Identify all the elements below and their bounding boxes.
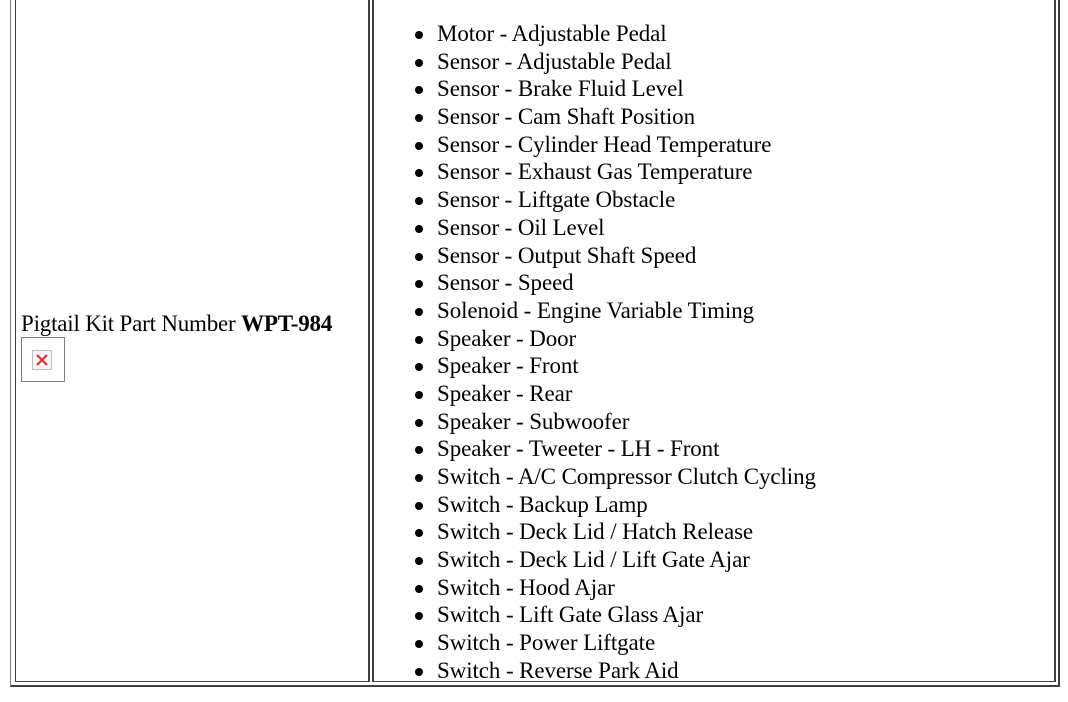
connector-list bbox=[437, 20, 816, 685]
list-item bbox=[437, 269, 816, 297]
list-item bbox=[437, 380, 816, 408]
list-item bbox=[437, 352, 816, 380]
list-item-label: Sensor - Oil Level bbox=[437, 214, 605, 240]
list-item-label: Switch - Hood Ajar bbox=[437, 574, 615, 600]
list-item bbox=[437, 186, 816, 214]
list-item bbox=[437, 601, 816, 629]
list-item bbox=[437, 75, 816, 103]
list-item bbox=[437, 518, 816, 546]
pigtail-kit-label: Pigtail Kit Part Number bbox=[21, 311, 242, 336]
broken-image-icon bbox=[21, 337, 65, 382]
list-item-label: Sensor - Brake Fluid Level bbox=[437, 76, 684, 102]
bullet-icon bbox=[415, 31, 423, 39]
part-number: WPT-984 bbox=[241, 311, 333, 336]
list-item-label: Sensor - Cam Shaft Position bbox=[437, 104, 695, 130]
bullet-icon bbox=[415, 169, 423, 177]
list-item-label: Speaker - Subwoofer bbox=[437, 408, 630, 434]
list-item bbox=[437, 463, 816, 491]
list-item bbox=[437, 408, 816, 436]
bullet-icon bbox=[415, 474, 423, 482]
pigtail-kit-info bbox=[21, 310, 366, 382]
list-item-label: Switch - Reverse Park Aid bbox=[437, 657, 679, 683]
list-item-label: Sensor - Adjustable Pedal bbox=[437, 48, 672, 74]
list-item bbox=[437, 20, 816, 48]
list-item bbox=[437, 491, 816, 519]
list-item bbox=[437, 629, 816, 657]
list-item-label: Switch - Backup Lamp bbox=[437, 491, 648, 517]
bullet-icon bbox=[415, 612, 423, 620]
list-item bbox=[437, 103, 816, 131]
list-item-label: Sensor - Liftgate Obstacle bbox=[437, 187, 676, 213]
bullet-icon bbox=[415, 86, 423, 94]
list-item-label: Sensor - Cylinder Head Temperature bbox=[437, 131, 772, 157]
pigtail-kit-heading bbox=[21, 310, 366, 337]
pigtail-kit-cell bbox=[15, 0, 370, 682]
list-item-label: Speaker - Front bbox=[437, 353, 579, 379]
list-item bbox=[437, 297, 816, 325]
list-item-label: Switch - Power Liftgate bbox=[437, 630, 656, 656]
list-item-label: Speaker - Door bbox=[437, 325, 577, 351]
bullet-icon bbox=[415, 640, 423, 648]
list-item-label: Sensor - Output Shaft Speed bbox=[437, 242, 697, 268]
list-item bbox=[437, 435, 816, 463]
list-item-label: Switch - Deck Lid / Hatch Release bbox=[437, 519, 754, 545]
list-item bbox=[437, 574, 816, 602]
list-item bbox=[437, 546, 816, 574]
broken-image-x-icon bbox=[36, 354, 48, 366]
bullet-icon bbox=[415, 585, 423, 593]
bullet-icon bbox=[415, 114, 423, 122]
bullet-icon bbox=[415, 668, 423, 676]
list-item bbox=[437, 214, 816, 242]
bullet-icon bbox=[415, 253, 423, 261]
parts-table bbox=[10, 0, 1060, 687]
bullet-icon bbox=[415, 502, 423, 510]
list-item-label: Switch - Lift Gate Glass Ajar bbox=[437, 602, 704, 628]
list-item bbox=[437, 325, 816, 353]
list-item bbox=[437, 158, 816, 186]
bullet-icon bbox=[415, 419, 423, 427]
list-item-label: Solenoid - Engine Variable Timing bbox=[437, 297, 754, 323]
list-item-label: Speaker - Rear bbox=[437, 380, 573, 406]
connector-list-cell bbox=[372, 0, 1056, 682]
bullet-icon bbox=[415, 557, 423, 565]
list-item-label: Sensor - Speed bbox=[437, 270, 574, 296]
bullet-icon bbox=[415, 225, 423, 233]
list-item-label: Sensor - Exhaust Gas Temperature bbox=[437, 159, 753, 185]
bullet-icon bbox=[415, 308, 423, 316]
bullet-icon bbox=[415, 59, 423, 67]
list-item bbox=[437, 657, 816, 685]
bullet-icon bbox=[415, 280, 423, 288]
bullet-icon bbox=[415, 197, 423, 205]
list-item bbox=[437, 242, 816, 270]
list-item-label: Speaker - Tweeter - LH - Front bbox=[437, 436, 720, 462]
list-item bbox=[437, 48, 816, 76]
bullet-icon bbox=[415, 363, 423, 371]
list-item-label: Switch - A/C Compressor Clutch Cycling bbox=[437, 464, 816, 489]
list-item bbox=[437, 131, 816, 159]
list-item-label: Switch - Deck Lid / Lift Gate Ajar bbox=[437, 547, 750, 573]
bullet-icon bbox=[415, 336, 423, 344]
bullet-icon bbox=[415, 446, 423, 454]
bullet-icon bbox=[415, 529, 423, 537]
list-item-label: Motor - Adjustable Pedal bbox=[437, 21, 667, 46]
bullet-icon bbox=[415, 142, 423, 150]
bullet-icon bbox=[415, 391, 423, 399]
